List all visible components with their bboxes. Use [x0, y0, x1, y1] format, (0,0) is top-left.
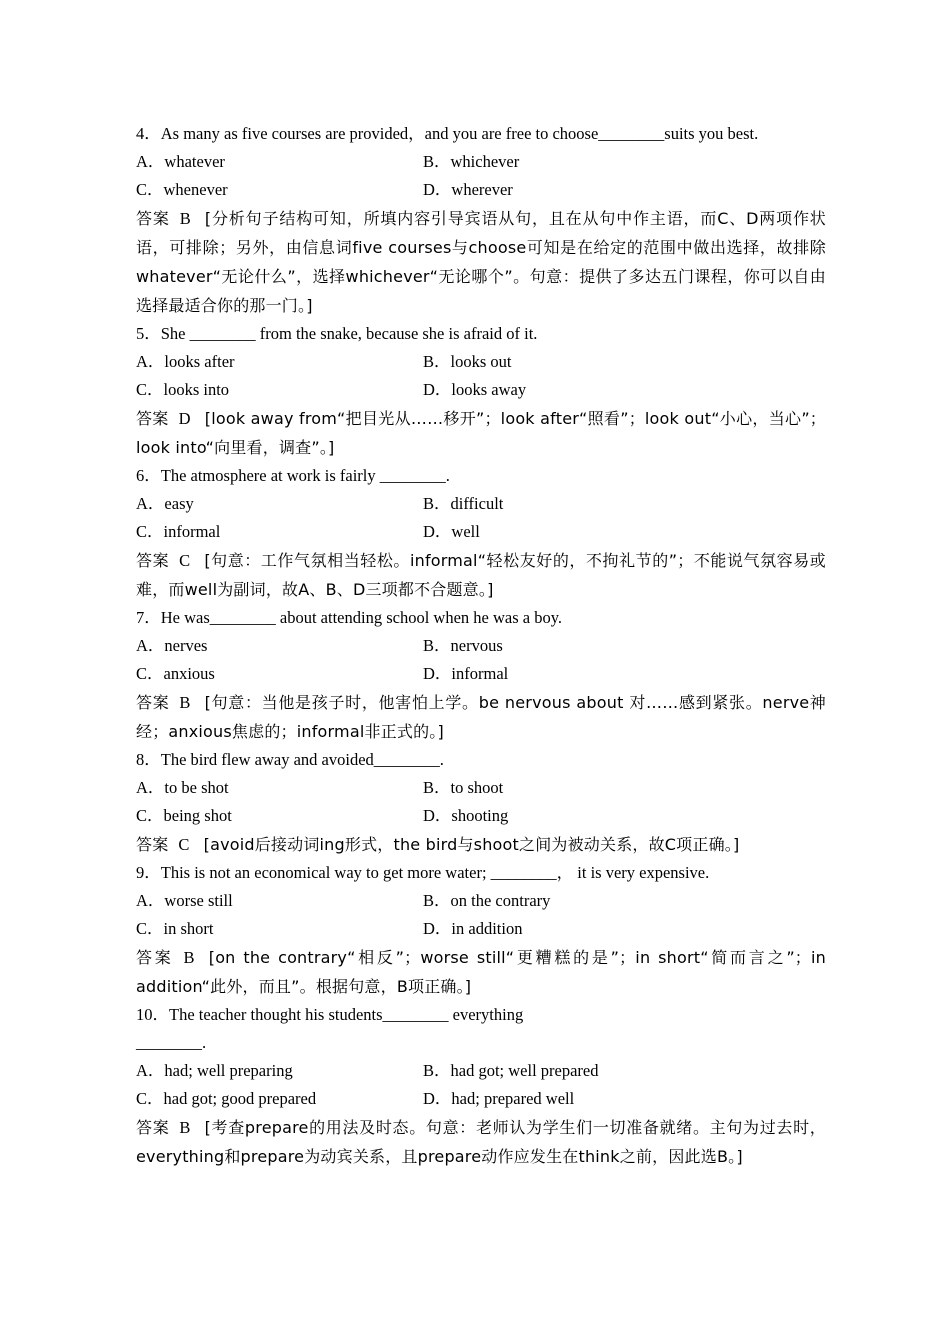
- option-a: A．easy: [136, 494, 194, 513]
- options-row: [136, 490, 826, 518]
- option-a: A．had; well preparing: [136, 1061, 293, 1080]
- answer-explanation: [136, 830, 826, 859]
- options-row: [136, 1085, 826, 1113]
- answer-explanation: [136, 546, 826, 604]
- option-c: C．being shot: [136, 806, 232, 825]
- option-c: C．whenever: [136, 180, 228, 199]
- option-d: D．informal: [423, 664, 509, 683]
- question-5: [136, 320, 826, 462]
- answer-explanation: [136, 688, 826, 746]
- options-row: [136, 915, 826, 943]
- answer-explanation: [136, 1113, 826, 1171]
- question-4: [136, 120, 826, 320]
- question-stem: 10．The teacher thought his students________ everything: [136, 1005, 524, 1024]
- option-c: C．had got; good prepared: [136, 1089, 317, 1108]
- question-7: [136, 604, 826, 746]
- answer-explanation: [136, 204, 826, 320]
- option-d: D．well: [423, 522, 480, 541]
- option-a: A．worse still: [136, 891, 233, 910]
- answer-explanation: [136, 943, 826, 1001]
- explanation-text: [look away from“把目光从……移开”；look after“照看”；look out“小心，当心”；look into“向里看，调查”。]: [136, 409, 827, 457]
- explanation-text: [句意：当他是孩子时，他害怕上学。be nervous about 对……感到紧张。nerve神经；anxious焦虑的；informal非正式的。]: [136, 693, 827, 741]
- answer-label: 答案: [136, 1118, 170, 1137]
- option-b: B．difficult: [423, 494, 504, 513]
- answer-key: B: [183, 948, 195, 967]
- answer-label: 答案: [136, 693, 170, 712]
- question-stem: 7．He was________ about attending school when he was a boy.: [136, 608, 563, 627]
- options-row: [136, 148, 826, 176]
- exercise-page: [136, 120, 826, 1171]
- answer-label: 答案: [136, 409, 169, 428]
- question-10: [136, 1001, 826, 1171]
- options-row: [136, 660, 826, 688]
- options-row: [136, 887, 826, 915]
- option-b: B．looks out: [423, 352, 512, 371]
- answer-label: 答案: [136, 835, 169, 854]
- answer-key: C: [179, 551, 191, 570]
- question-6: [136, 462, 826, 604]
- option-a: A．nerves: [136, 636, 208, 655]
- question-9: [136, 859, 826, 1001]
- option-b: B．on the contrary: [423, 891, 551, 910]
- options-row: [136, 348, 826, 376]
- option-a: A．whatever: [136, 152, 225, 171]
- explanation-text: [句意：工作气氛相当轻松。informal“轻松友好的，不拘礼节的”；不能说气氛容易或难，而well为副词，故A、B、D三项都不合题意。]: [136, 551, 827, 599]
- question-stem: 6．The atmosphere at work is fairly ________.: [136, 466, 450, 485]
- options-row: [136, 518, 826, 546]
- option-c: C．in short: [136, 919, 214, 938]
- explanation-text: [分析句子结构可知，所填内容引导宾语从句，且在从句中作主语，而C、D两项作状语，可排除；另外，由信息词five courses与choose可知是在给定的范围中做出选择，故排除whatever“无论什么”，选择whichever“无论哪个”。句意：提供了多达五门课程，你可以自由选择最适合你的那一门。]: [136, 209, 826, 315]
- options-row: [136, 1057, 826, 1085]
- answer-key: B: [179, 1118, 191, 1137]
- question-stem: 4．As many as five courses are provided，and you are free to choose________suits you best.: [136, 124, 759, 143]
- option-d: D．looks away: [423, 380, 527, 399]
- option-b: B．had got; well prepared: [423, 1061, 599, 1080]
- question-stem-continuation: ________.: [136, 1033, 207, 1052]
- answer-key: C: [178, 835, 190, 854]
- answer-key: B: [179, 209, 191, 228]
- option-a: A．to be shot: [136, 778, 229, 797]
- question-8: [136, 746, 826, 859]
- answer-key: B: [179, 693, 191, 712]
- option-d: D．shooting: [423, 806, 509, 825]
- option-d: D．in addition: [423, 919, 523, 938]
- explanation-text: [avoid后接动词ing形式，the bird与shoot之间为被动关系，故C项正确。]: [203, 835, 740, 854]
- option-a: A．looks after: [136, 352, 235, 371]
- answer-explanation: [136, 404, 826, 462]
- answer-label: 答案: [136, 551, 170, 570]
- answer-label: 答案: [136, 209, 170, 228]
- option-b: B．to shoot: [423, 778, 504, 797]
- explanation-text: [on the contrary“相反”；worse still“更糟糕的是”；in short“简而言之”；in addition“此外，而且”。根据句意，B项正确。]: [136, 948, 826, 996]
- option-b: B．whichever: [423, 152, 520, 171]
- options-row: [136, 632, 826, 660]
- option-c: C．looks into: [136, 380, 230, 399]
- question-stem: 9．This is not an economical way to get more water; ________， it is very expensive.: [136, 863, 710, 882]
- question-stem: 8．The bird flew away and avoided________.: [136, 750, 444, 769]
- answer-key: D: [178, 409, 191, 428]
- option-c: C．anxious: [136, 664, 215, 683]
- options-row: [136, 774, 826, 802]
- option-d: D．wherever: [423, 180, 513, 199]
- option-b: B．nervous: [423, 636, 503, 655]
- options-row: [136, 802, 826, 830]
- options-row: [136, 376, 826, 404]
- options-row: [136, 176, 826, 204]
- answer-label: 答案: [136, 948, 174, 967]
- explanation-text: [考查prepare的用法及时态。句意：老师认为学生们一切准备就绪。主句为过去时，everything和prepare为动宾关系，且prepare动作应发生在think之前，因此选B。]: [136, 1118, 827, 1166]
- question-stem: 5．She ________ from the snake, because she is afraid of it.: [136, 324, 538, 343]
- option-d: D．had; prepared well: [423, 1089, 575, 1108]
- option-c: C．informal: [136, 522, 221, 541]
